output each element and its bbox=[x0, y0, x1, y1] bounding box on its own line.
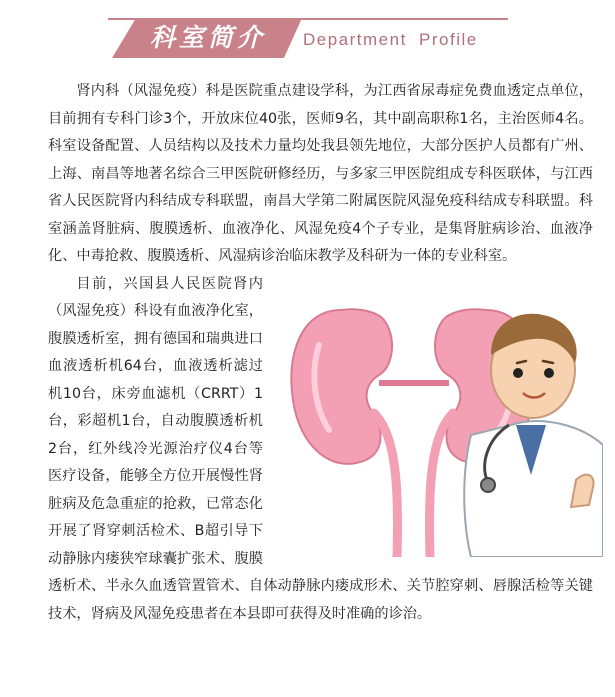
page-subtitle-english: Department Profile bbox=[303, 30, 478, 49]
facilities-text: 目前，兴国县人民医院肾内（风湿免疫）科设有血液净化室，腹膜透析室，拥有德国和瑞典进口血液透析机64台，血液透析滤过机10台，床旁血滤机（CRRT）1台，彩超机1台，自动腹膜透析机2台，红外线冷光源治疗仪4台等医疗设备，能够全方位开展慢性肾脏病及危急重症的抢救，已常态化开展了肾穿刺活检术、B超引导下动静脉内瘘狭窄球囊扩张术、腹膜透析术、半永久血透管置管术、自体动静脉内瘘成形术、关节腔穿刺、唇腺活检等关键技术，肾病及风湿免疫患者在本县即可获得及时准确的诊治。 bbox=[48, 275, 593, 622]
intro-paragraph: 肾内科（风湿免疫）科是医院重点建设学科，为江西省尿毒症免费血透定点单位，目前拥有专科门诊3个，开放床位40张，医师9名，其中副高职称1名，主治医师4名。科室设备配置、人员结构以及技术力量均处我县领先地位，大部分医护人员都有广州、上海、南昌等地著名综合三甲医院研修经历，与多家三甲医院组成专科医联体，与江西省人民医院肾内科结成专科联盟，南昌大学第二附属医院风湿免疫科结成专科联盟。科室涵盖肾脏病、腹膜透析、血液净化、风湿免疫4个子专业，是集肾脏病诊治、血液净化、中毒抢救、腹膜透析、风湿病诊治临床教学及科研为一体的专业科室。 bbox=[48, 83, 593, 264]
department-profile-body bbox=[48, 78, 593, 628]
section-header bbox=[0, 0, 615, 70]
kidney-doctor-icon bbox=[271, 275, 603, 557]
facilities-paragraph bbox=[48, 271, 593, 629]
kidney-doctor-illustration bbox=[271, 275, 603, 557]
page-title: 科室简介 bbox=[150, 23, 267, 52]
